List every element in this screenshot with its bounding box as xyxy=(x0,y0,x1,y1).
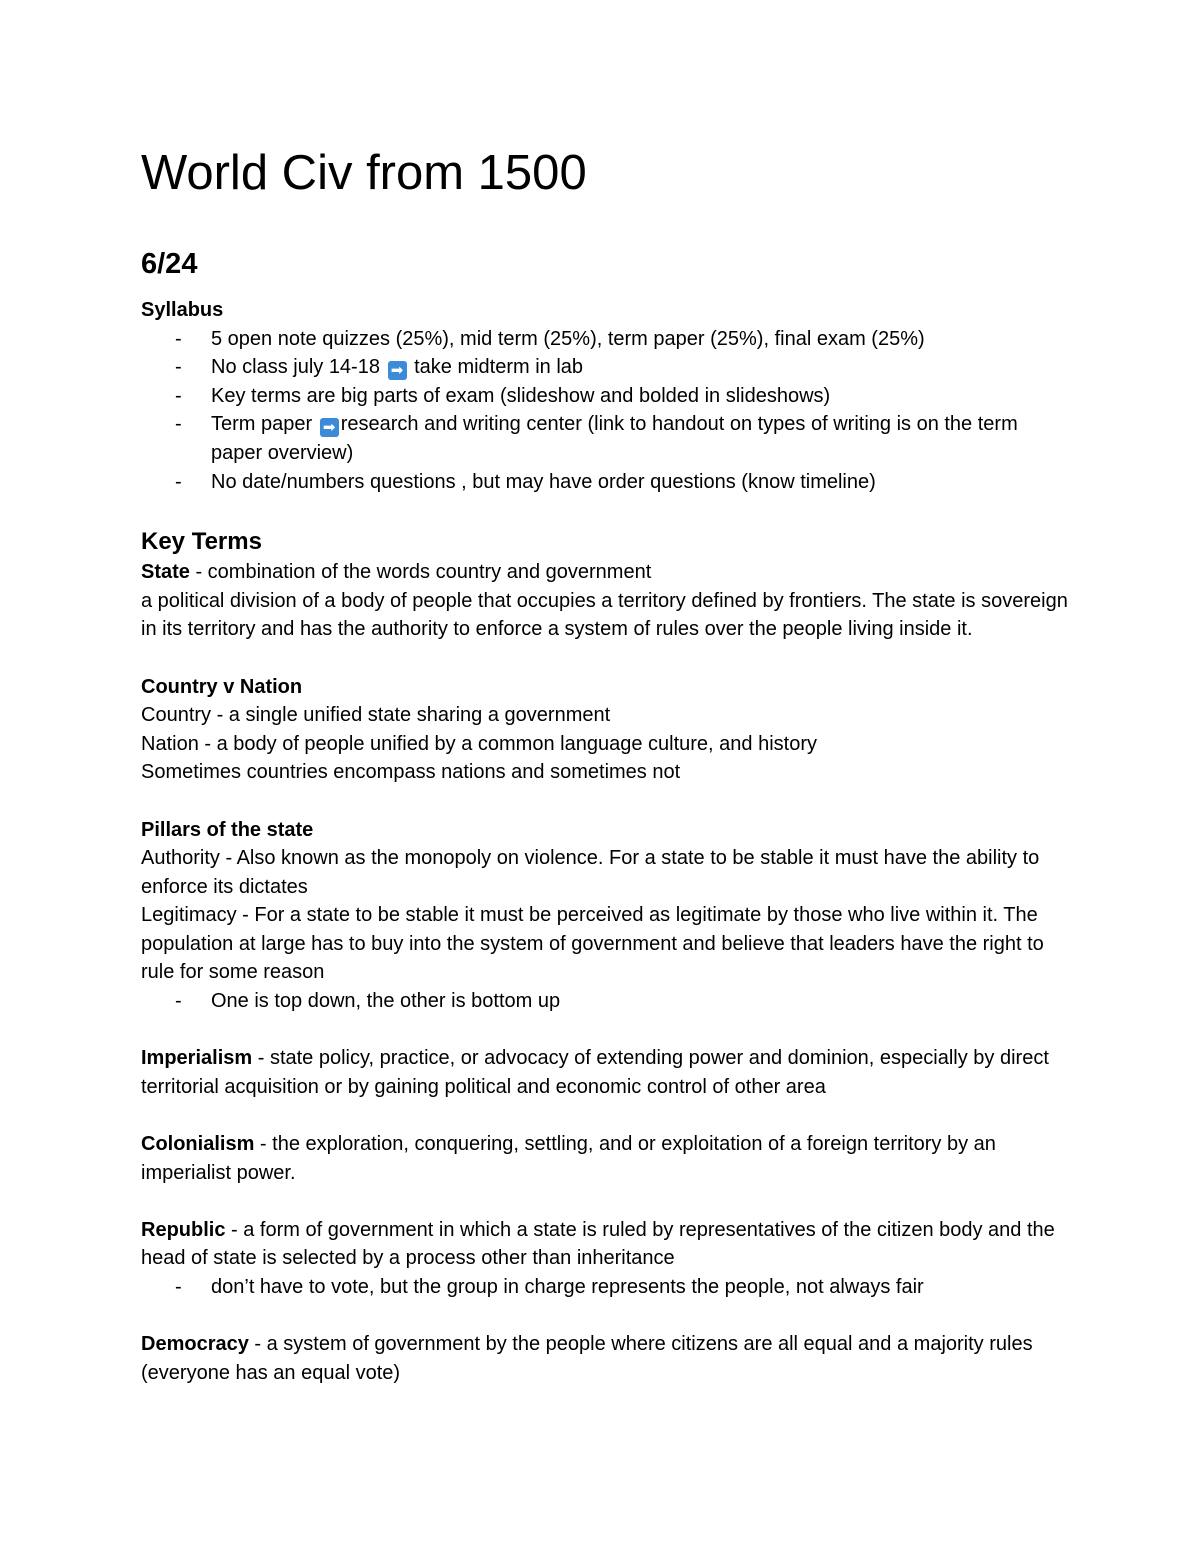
republic-list xyxy=(141,1273,1071,1302)
term-definition: - state policy, practice, or advocacy of extending power and dominion, especially by direct territorial acquisition or by gaining political and economic control of other area xyxy=(141,1047,1049,1098)
republic-definition xyxy=(141,1216,1071,1273)
list-item xyxy=(141,325,1071,354)
nation-line: Nation - a body of people unified by a common language culture, and history xyxy=(141,732,817,755)
term-label: Colonialism xyxy=(141,1133,255,1156)
pillars-heading: Pillars of the state xyxy=(141,818,314,841)
authority-paragraph: Authority - Also known as the monopoly on violence. For a state to be stable it must have the ability to enforce its dictates xyxy=(141,847,1040,898)
colonialism-definition xyxy=(141,1130,1071,1187)
list-item xyxy=(141,382,1071,411)
list-item-text: No class july 14-18 xyxy=(211,356,380,379)
list-item: - don’t have to vote, but the group in charge represents the people, not always fair xyxy=(141,1273,1071,1302)
term-label: Democracy xyxy=(141,1333,249,1356)
list-item-text: take midterm in lab xyxy=(414,356,584,379)
syllabus-heading: Syllabus xyxy=(141,299,224,321)
state-definition xyxy=(141,558,1071,587)
list-item xyxy=(141,410,1071,467)
list-item xyxy=(141,468,1071,497)
democracy-definition xyxy=(141,1330,1071,1387)
imperialism-definition xyxy=(141,1044,1071,1101)
term-label: Republic xyxy=(141,1218,226,1241)
right-arrow-icon: ➡ xyxy=(320,418,339,437)
list-item-text: Term paper xyxy=(211,413,313,436)
list-item-text: No date/numbers questions , but may have order questions (know timeline) xyxy=(211,470,876,493)
document-title: World Civ from 1500 xyxy=(141,146,587,200)
syllabus-list xyxy=(141,325,1071,497)
term-definition: - a system of government by the people where citizens are all equal and a majority rules (everyone has an equal vote) xyxy=(141,1333,1033,1384)
term-definition: - the exploration, conquering, settling, and or exploitation of a foreign territory by an imperialist power. xyxy=(141,1133,996,1184)
state-detail: a political division of a body of people that occupies a territory defined by frontiers. The state is sovereign in its territory and has the authority to enforce a system of rules over the people living inside it. xyxy=(141,589,1068,641)
list-item-text: research and writing center (link to handout on types of writing is on the term paper overview) xyxy=(211,413,1018,464)
pillars-list xyxy=(141,987,1071,1016)
list-item-text: Key terms are big parts of exam (slideshow and bolded in slideshows) xyxy=(211,384,831,407)
term-label: State xyxy=(141,561,190,584)
sometimes-line: Sometimes countries encompass nations and sometimes not xyxy=(141,761,681,784)
key-terms-heading: Key Terms xyxy=(141,528,262,556)
term-definition: - combination of the words country and government xyxy=(189,561,652,584)
right-arrow-icon: ➡ xyxy=(388,361,407,380)
country-v-nation-heading: Country v Nation xyxy=(141,675,303,698)
list-item-text: 5 open note quizzes (25%), mid term (25%), term paper (25%), final exam (25%) xyxy=(211,327,925,350)
legitimacy-paragraph: Legitimacy - For a state to be stable it must be perceived as legitimate by those who live within it. The population at large has to buy into the system of government and believe that leaders have the right to rule for some reason xyxy=(141,904,1044,984)
list-item xyxy=(141,353,1071,382)
term-label: Imperialism xyxy=(141,1047,253,1070)
document-body xyxy=(141,296,1071,1387)
list-item: - One is top down, the other is bottom up xyxy=(141,987,1071,1016)
term-definition: - a form of government in which a state is ruled by representatives of the citizen body and the head of state is selected by a process other than inheritance xyxy=(141,1218,1055,1270)
date-heading: 6/24 xyxy=(141,248,198,280)
country-line: Country - a single unified state sharing a government xyxy=(141,704,611,727)
